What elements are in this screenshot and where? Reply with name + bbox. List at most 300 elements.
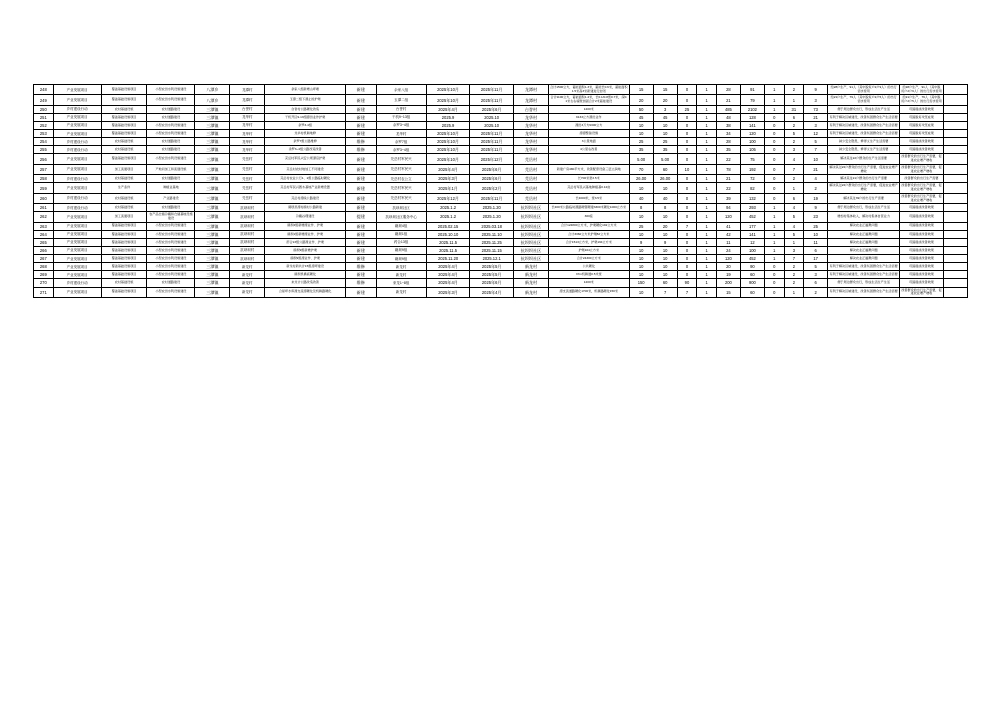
table-cell: 产业发展项目 bbox=[53, 113, 101, 121]
table-cell: 2 bbox=[804, 287, 828, 297]
table-cell: 2025年10月 bbox=[426, 138, 470, 146]
table-cell: 35 bbox=[716, 146, 740, 154]
table-cell: 覆盖基础设施项目 bbox=[101, 222, 147, 230]
table-cell: 8 bbox=[653, 204, 677, 212]
table-cell: 余罗3~4组 bbox=[376, 122, 426, 130]
table-cell: 1 bbox=[697, 204, 717, 212]
table-cell: 0 bbox=[764, 164, 784, 174]
table-cell: 1 bbox=[697, 154, 717, 164]
table-cell: 21 bbox=[804, 113, 828, 121]
table-cell: 覆盖基础设施项目 bbox=[101, 113, 147, 121]
table-cell: 解决农业正灌溉问题 bbox=[828, 230, 900, 238]
table-cell: 0 bbox=[677, 271, 697, 279]
table-cell: 合计24300立方米 bbox=[548, 255, 629, 263]
table-cell: 潭田3万方9300立方 bbox=[548, 122, 629, 130]
table-cell: 产业发展项目 bbox=[53, 255, 101, 263]
table-cell: 芫岳村军民兴 bbox=[376, 183, 426, 193]
table-cell: 给28户生产，91人（其中脱贫户2户9人）的出行需求使用 bbox=[828, 85, 900, 95]
table-cell: 余罗7组公路维修 bbox=[265, 138, 346, 146]
table-cell: 45 bbox=[629, 113, 653, 121]
table-cell: 4 bbox=[804, 175, 828, 183]
table-cell bbox=[943, 255, 967, 263]
table-cell: 龙华村 bbox=[230, 113, 265, 121]
table-cell: 巩固提质改善效果 bbox=[900, 230, 944, 238]
table-cell: 0 bbox=[677, 122, 697, 130]
table-cell: 1 bbox=[697, 230, 717, 238]
table-cell: 解决其过21户群众的出行生产需要 bbox=[828, 175, 900, 183]
table-row bbox=[34, 138, 968, 146]
table-cell: 1 bbox=[764, 95, 784, 105]
table-cell: 新龙村 bbox=[230, 263, 265, 271]
table-cell: 给21户生产，79人（其中脱贫户2户5人）的出行需求使用 bbox=[828, 95, 900, 105]
table-cell: 2025年6月 bbox=[470, 175, 514, 183]
table-cell: 10 bbox=[629, 230, 653, 238]
table-cell: 10 bbox=[653, 230, 677, 238]
table-cell: 小型农田水利设施建设 bbox=[147, 230, 195, 238]
table-cell: 干机开区9-13组潭田业作护渠 bbox=[265, 113, 346, 121]
table-cell: 25 bbox=[629, 138, 653, 146]
table-cell: 20 bbox=[716, 263, 740, 271]
table-cell: 潭支流道路硬化1700米，机耕路硬化150米 bbox=[548, 287, 629, 297]
table-row bbox=[34, 130, 968, 138]
table-cell: 2025年4月 bbox=[426, 164, 470, 174]
table-cell: 1200米 bbox=[548, 279, 629, 287]
table-cell: 2025年4月 bbox=[426, 105, 470, 113]
table-cell: 有利于解决区域建设，改善贫困群众生产生活需要 bbox=[828, 271, 900, 279]
table-cell: 9 bbox=[629, 238, 653, 246]
table-cell: 小型农田水利设施建设 bbox=[147, 263, 195, 271]
table-cell: 2 bbox=[784, 263, 804, 271]
table-cell: 0 bbox=[677, 255, 697, 263]
table-cell: 覆盖基础设施项目 bbox=[101, 122, 147, 130]
table-cell: 79 bbox=[740, 95, 764, 105]
table-cell: 41 bbox=[716, 222, 740, 230]
table-cell: 4 bbox=[784, 204, 804, 212]
table-cell: 覆盖基础设施项目 bbox=[101, 287, 147, 297]
table-cell: 巩固提质改善效果 bbox=[900, 279, 944, 287]
table-cell: 38 bbox=[716, 122, 740, 130]
table-cell: 余罗3-4组 bbox=[265, 122, 346, 130]
table-cell: 1 bbox=[697, 105, 717, 113]
table-cell: 10 bbox=[629, 263, 653, 271]
table-cell: 长700米宽3.5米 bbox=[548, 175, 629, 183]
table-cell: 10 bbox=[804, 154, 828, 164]
table-cell: 乡村建设行动 bbox=[53, 279, 101, 287]
table-cell: 农村道路建设 bbox=[147, 113, 195, 121]
table-cell: 三潭镇 bbox=[195, 105, 230, 113]
table-cell: 新建 bbox=[345, 193, 376, 203]
table-cell: 0 bbox=[677, 204, 697, 212]
table-cell: 10 bbox=[653, 271, 677, 279]
table-cell: 256 bbox=[34, 154, 54, 164]
table-cell: 合计3360立方米护渠82立方米 bbox=[548, 230, 629, 238]
table-cell: 新建 bbox=[345, 247, 376, 255]
table-cell: 15 bbox=[653, 85, 677, 95]
table-cell bbox=[943, 95, 967, 105]
table-cell: 2025年11月 bbox=[470, 130, 514, 138]
table-cell: 35 bbox=[629, 146, 653, 154]
table-cell: 0 bbox=[764, 271, 784, 279]
table-cell: 来龙计公路改造改善 bbox=[265, 279, 346, 287]
table-cell: 2025年4月 bbox=[426, 279, 470, 287]
table-cell: 192 bbox=[740, 164, 764, 174]
table-cell: 巩固提质改善效果 bbox=[900, 271, 944, 279]
table-cell: 73 bbox=[804, 105, 828, 113]
table-cell: 2025年5月 bbox=[470, 271, 514, 279]
table-cell: 40 bbox=[653, 193, 677, 203]
table-cell: 269 bbox=[34, 271, 54, 279]
table-cell: 9 bbox=[653, 238, 677, 246]
table-cell: 2 bbox=[784, 279, 804, 287]
table-cell: 增加村集体收入，解决村集体自营业力 bbox=[828, 212, 900, 222]
table-cell: 潭潭整备设施 bbox=[548, 130, 629, 138]
table-cell: 芫岳村农公立 bbox=[376, 175, 426, 183]
table-cell: 7 bbox=[677, 287, 697, 297]
table-cell: 芫岳村 bbox=[514, 183, 549, 193]
table-cell: 0 bbox=[677, 95, 697, 105]
table-cell: 1 bbox=[764, 105, 784, 113]
table-cell: 农村基础设施 bbox=[101, 193, 147, 203]
table-cell: 0 bbox=[677, 247, 697, 255]
table-cell: 护渠104立方米 bbox=[548, 247, 629, 255]
table-cell: 芫岳村农村地加工不同建设 bbox=[265, 164, 346, 174]
table-cell: 维修 bbox=[345, 146, 376, 154]
table-cell: 改善群众的出行生产需要，促进农业增产增收 bbox=[900, 287, 944, 297]
table-cell: 生产条件 bbox=[101, 183, 147, 193]
table-cell: 9133立方潭田业作 bbox=[548, 113, 629, 121]
table-cell: 1 bbox=[697, 95, 717, 105]
table-cell: 60 bbox=[740, 287, 764, 297]
project-table-container bbox=[33, 84, 968, 298]
table-cell: 余罗3~4组 bbox=[376, 146, 426, 154]
table-cell: 三潭镇 bbox=[195, 122, 230, 130]
table-cell: 新建 bbox=[345, 287, 376, 297]
table-cell: 乡村建设行动 bbox=[53, 146, 101, 154]
table-cell: 三潭镇 bbox=[195, 263, 230, 271]
table-cell: 解决农业正灌溉问题 bbox=[828, 247, 900, 255]
table-cell: 覆盖基础设施项目 bbox=[101, 95, 147, 105]
table-cell: 新龙村新共计15组潭坪建设 bbox=[265, 263, 346, 271]
table-cell bbox=[943, 263, 967, 271]
table-cell: 芫岳村 bbox=[514, 154, 549, 164]
table-cell: 芫岳村 bbox=[230, 175, 265, 183]
table-row bbox=[34, 95, 968, 105]
table-cell: 减少安全隐患，修得义生产生活需要 bbox=[828, 146, 900, 154]
table-cell: 271 bbox=[34, 287, 54, 297]
table-cell: 10 bbox=[653, 122, 677, 130]
table-cell: 新建 bbox=[345, 255, 376, 263]
table-cell: 60 bbox=[740, 271, 764, 279]
table-cell: 11 bbox=[804, 238, 828, 246]
table-cell: 2025年4月 bbox=[426, 271, 470, 279]
table-cell bbox=[943, 146, 967, 154]
table-cell: 巩固脱贫攻坚成果 bbox=[900, 130, 944, 138]
table-cell: 7 bbox=[804, 146, 828, 154]
table-cell: 便于周边群众出行，形成生活生产生活 bbox=[828, 279, 900, 287]
table-cell: 39 bbox=[716, 193, 740, 203]
table-cell: 1 bbox=[697, 222, 717, 230]
table-cell: 巩固提质改善效果 bbox=[900, 247, 944, 255]
table-cell: 芫岳村 bbox=[514, 193, 549, 203]
table-cell: 新龙村 bbox=[230, 271, 265, 279]
table-cell: 三潭镇 bbox=[195, 279, 230, 287]
table-cell: 2025年10月 bbox=[426, 130, 470, 138]
table-cell: 龙华村 bbox=[514, 122, 549, 130]
table-cell: 余罗3~4组公路改造改善 bbox=[265, 146, 346, 154]
table-cell: 覆盖基础设施项目 bbox=[101, 130, 147, 138]
table-cell: 1 bbox=[764, 222, 784, 230]
table-cell: 产业发展项目 bbox=[53, 287, 101, 297]
table-cell: 251 bbox=[34, 113, 54, 121]
table-cell: 药合13组公路潭业作、护渠 bbox=[265, 238, 346, 246]
table-cell: 八潭乡 bbox=[195, 85, 230, 95]
table-cell: 三潭镇 bbox=[195, 287, 230, 297]
table-cell: 抗坝坝村 bbox=[230, 204, 265, 212]
table-cell: 120 bbox=[716, 212, 740, 222]
table-cell: 0 bbox=[677, 175, 697, 183]
table-cell: 覆盖基础设施项目 bbox=[101, 230, 147, 238]
table-cell: 12 bbox=[740, 238, 764, 246]
table-cell: 干机9~13组 bbox=[376, 113, 426, 121]
table-cell: 900 bbox=[740, 279, 764, 287]
table-cell: 龙华村 bbox=[514, 138, 549, 146]
table-cell: 巩固提质改善效果 bbox=[900, 238, 944, 246]
table-cell: 0 bbox=[677, 130, 697, 138]
table-cell: 农村基础设施 bbox=[101, 138, 147, 146]
table-cell: 22 bbox=[716, 154, 740, 164]
table-cell: 1 bbox=[697, 271, 717, 279]
table-cell: 20 bbox=[653, 95, 677, 105]
table-cell: 23 bbox=[804, 212, 828, 222]
table-cell: 农村道路建设 bbox=[147, 138, 195, 146]
table-cell: 50 bbox=[629, 105, 653, 113]
table-cell: 新建 bbox=[345, 130, 376, 138]
table-cell: 485 bbox=[716, 105, 740, 113]
table-cell: 15 bbox=[716, 287, 740, 297]
table-cell bbox=[943, 193, 967, 203]
table-cell: 三潭镇 bbox=[195, 255, 230, 263]
table-cell: 解决农业正灌溉问题 bbox=[828, 255, 900, 263]
table-cell bbox=[943, 212, 967, 222]
table-cell: 芫岳村军民兴 bbox=[376, 154, 426, 164]
table-cell: 10 bbox=[629, 287, 653, 297]
table-cell: 0 bbox=[677, 212, 697, 222]
table-cell: 长400米公路临时潭路硬管硬建3300米硬化1000立方米 bbox=[548, 204, 629, 212]
table-cell: 新建 bbox=[345, 175, 376, 183]
table-cell: 1 bbox=[764, 247, 784, 255]
table-cell: 合计1513立方米，护渠194立方米 bbox=[548, 238, 629, 246]
table-cell: 产业发展项目 bbox=[53, 230, 101, 238]
table-cell: 巩固提质改善效果 bbox=[900, 255, 944, 263]
table-cell: 37m机耕道0.5米宽 bbox=[548, 271, 629, 279]
table-cell: 芫岳村 bbox=[230, 183, 265, 193]
table-cell: 10 bbox=[653, 263, 677, 271]
table-cell: 龙潭村 bbox=[514, 85, 549, 95]
table-cell: 碗坝9组潭业作、护渠 bbox=[265, 255, 346, 263]
table-cell: 250 bbox=[34, 105, 54, 113]
table-cell: 产业发展项目 bbox=[53, 222, 101, 230]
table-row bbox=[34, 238, 968, 246]
table-cell: 巩固提质改善效果 bbox=[900, 138, 944, 146]
table-cell: 10 bbox=[653, 212, 677, 222]
table-cell: 1 bbox=[697, 279, 717, 287]
table-cell: 乡村建设行动 bbox=[53, 204, 101, 212]
table-cell: 产业发展项目 bbox=[53, 183, 101, 193]
table-cell: 200 bbox=[716, 279, 740, 287]
table-cell: 农村道路建设 bbox=[147, 175, 195, 183]
table-cell: 新建 bbox=[345, 183, 376, 193]
table-cell bbox=[943, 130, 967, 138]
table-cell: 覆盖基础设施项目 bbox=[101, 85, 147, 95]
table-cell: 10 bbox=[677, 164, 697, 174]
table-cell: 1 bbox=[697, 138, 717, 146]
table-cell: 三潭镇 bbox=[195, 238, 230, 246]
table-cell: 128 bbox=[740, 113, 764, 121]
table-cell: 龙华村 bbox=[230, 122, 265, 130]
table-cell bbox=[943, 222, 967, 230]
table-cell: 加工流通项目 bbox=[101, 164, 147, 174]
table-cell: 2025年4月 bbox=[426, 263, 470, 271]
table-cell: 冷藏谷理建设 bbox=[265, 212, 346, 222]
table-cell: 1 bbox=[697, 238, 717, 246]
table-cell: 小型农田水利设施建设 bbox=[147, 238, 195, 246]
table-cell: 改善群众的出行生产需要 bbox=[900, 175, 944, 183]
table-cell: 0 bbox=[764, 263, 784, 271]
table-cell: 10 bbox=[629, 130, 653, 138]
table-cell: 维修 bbox=[345, 279, 376, 287]
table-cell: 264 bbox=[34, 230, 54, 238]
table-cell: 抗坝坝社区 bbox=[514, 222, 549, 230]
table-cell: 7 bbox=[677, 222, 697, 230]
table-cell: 余罗7组 bbox=[376, 138, 426, 146]
table-cell: 2025年11月 bbox=[470, 85, 514, 95]
table-cell: 10 bbox=[629, 183, 653, 193]
table-cell bbox=[943, 175, 967, 183]
table-cell: 八潭乡 bbox=[195, 95, 230, 105]
table-cell: 农村基础设施 bbox=[101, 204, 147, 212]
table-cell: 新建 bbox=[345, 105, 376, 113]
table-cell: 新建 bbox=[345, 154, 376, 164]
table-row bbox=[34, 113, 968, 121]
table-cell: 抗坝坝社区 bbox=[514, 212, 549, 222]
table-cell: 1 bbox=[784, 183, 804, 193]
table-cell: 新龙村 bbox=[514, 271, 549, 279]
table-cell: 255 bbox=[34, 146, 54, 154]
table-cell: 产业发展项目 bbox=[53, 212, 101, 222]
table-cell: 三潭镇 bbox=[195, 212, 230, 222]
table-cell: 农村道路建设 bbox=[147, 204, 195, 212]
table-cell: 1 bbox=[697, 193, 717, 203]
table-cell: 2025.12.1 bbox=[470, 255, 514, 263]
table-cell: 维修 bbox=[345, 138, 376, 146]
table-cell: 10 bbox=[629, 122, 653, 130]
table-cell bbox=[943, 271, 967, 279]
table-cell: 4公里右改善 bbox=[548, 146, 629, 154]
table-row bbox=[34, 230, 968, 238]
table-cell: 78 bbox=[716, 164, 740, 174]
table-cell: 0 bbox=[677, 85, 697, 95]
table-cell: 新建 bbox=[345, 271, 376, 279]
table-cell: 48 bbox=[716, 113, 740, 121]
table-cell: 三潭镇 bbox=[195, 204, 230, 212]
table-cell: 150 bbox=[629, 279, 653, 287]
table-cell: 25 bbox=[804, 222, 828, 230]
table-cell: 257 bbox=[34, 164, 54, 174]
table-cell: 2025年6月 bbox=[470, 164, 514, 174]
table-cell: 抗坝坝村 bbox=[230, 255, 265, 263]
table-cell: 60 bbox=[653, 279, 677, 287]
table-cell: 2025年10月 bbox=[426, 146, 470, 154]
table-cell: 三潭镇 bbox=[195, 271, 230, 279]
table-cell: 0 bbox=[764, 154, 784, 164]
table-cell: 新建 bbox=[345, 222, 376, 230]
table-cell: 300座 bbox=[548, 212, 629, 222]
table-cell: 新龙村 bbox=[230, 287, 265, 297]
table-cell: 2025年3月 bbox=[426, 287, 470, 297]
table-cell: 141 bbox=[740, 230, 764, 238]
table-cell: 0 bbox=[764, 122, 784, 130]
table-cell: 巩固提质改善效果 bbox=[900, 212, 944, 222]
table-cell: 新建 bbox=[345, 85, 376, 95]
table-cell: 农村基础设施 bbox=[101, 175, 147, 183]
table-cell: 抗坝坝社区 bbox=[514, 238, 549, 246]
table-cell: 1 bbox=[764, 212, 784, 222]
table-cell: 合计124800立方米，护渠硬化192立方米 bbox=[548, 222, 629, 230]
table-cell: 293 bbox=[740, 204, 764, 212]
table-cell: 三潭镇 bbox=[195, 175, 230, 183]
table-cell: 余家八组 bbox=[376, 85, 426, 95]
table-cell: 120 bbox=[716, 255, 740, 263]
table-row bbox=[34, 183, 968, 193]
table-cell: 小型农田水利设施建设 bbox=[147, 95, 195, 105]
table-cell: 120 bbox=[740, 130, 764, 138]
table-cell: 28 bbox=[716, 85, 740, 95]
table-cell: 0 bbox=[677, 230, 697, 238]
table-cell: 药合13组 bbox=[376, 238, 426, 246]
table-cell: 6 bbox=[784, 113, 804, 121]
table-cell: 2 bbox=[784, 175, 804, 183]
table-cell: 巩固提质改善效果 bbox=[900, 263, 944, 271]
table-cell: 2025.10 bbox=[470, 122, 514, 130]
table-cell: 0 bbox=[677, 193, 697, 203]
table-cell: 2 bbox=[784, 271, 804, 279]
table-cell: 三潭镇 bbox=[195, 247, 230, 255]
table-cell: 249 bbox=[34, 95, 54, 105]
table-cell: 2025年6月 bbox=[470, 105, 514, 113]
table-cell: 1 bbox=[697, 122, 717, 130]
table-cell: 龙华村机耕地修 bbox=[265, 130, 346, 138]
table-cell bbox=[943, 113, 967, 121]
table-cell: 抗坝坝村 bbox=[230, 238, 265, 246]
table-cell: 抗坝坝社区 bbox=[514, 247, 549, 255]
table-cell: 5.00 bbox=[629, 154, 653, 164]
table-cell: 20 bbox=[653, 222, 677, 230]
table-cell: 有利于解决区域建设，改善贫困群众生产生活需要 bbox=[828, 263, 900, 271]
table-cell: 0 bbox=[764, 183, 784, 193]
table-cell: 公共硬化 bbox=[548, 263, 629, 271]
table-cell: 1 bbox=[764, 230, 784, 238]
table-cell: 有利于解决区域建设，改善贫困群众生产生活需要 bbox=[828, 113, 900, 121]
table-cell: 177 bbox=[740, 222, 764, 230]
table-cell: 0 bbox=[677, 113, 697, 121]
table-cell: 三潭镇 bbox=[195, 138, 230, 146]
table-cell: 2025年1月 bbox=[426, 183, 470, 193]
table-row bbox=[34, 287, 968, 297]
table-cell: 抗坝坝社区 bbox=[514, 230, 549, 238]
table-cell: 35 bbox=[653, 146, 677, 154]
table-cell: 268 bbox=[34, 263, 54, 271]
table-cell: 2025年2月 bbox=[470, 183, 514, 193]
